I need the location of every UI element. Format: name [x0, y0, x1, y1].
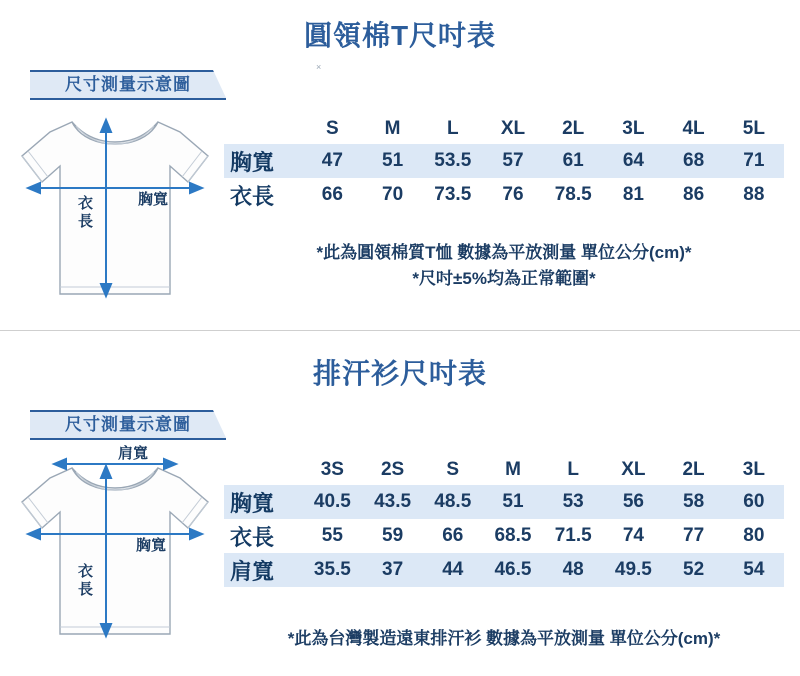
cell-value: 52	[683, 559, 705, 580]
cell-value: 51	[382, 150, 404, 171]
cell-value: 81	[622, 184, 644, 205]
cell-value: 55	[321, 525, 343, 546]
page-title-cotton-tee: 圓領棉T尺吋表	[303, 20, 497, 51]
svg-text:胸寬: 胸寬	[136, 537, 167, 554]
cell-value: 43.5	[374, 491, 412, 512]
column-header	[224, 455, 302, 485]
column-header-m: M	[505, 459, 521, 480]
column-header-3s: 3S	[320, 459, 344, 480]
cell-value: 53	[562, 491, 584, 512]
cell-value: 46.5	[494, 559, 532, 580]
cell-value: 48	[562, 559, 584, 580]
column-header	[224, 114, 302, 144]
cell-value: 51	[502, 491, 524, 512]
svg-text:長: 長	[78, 581, 94, 598]
notes-cotton-tee	[224, 240, 784, 291]
page-title-dryfit: 排汗衫尺吋表	[312, 358, 487, 389]
row-label-shoulder: 肩寬	[230, 558, 275, 584]
cell-value: 73.5	[434, 184, 472, 205]
cell-value: 66	[442, 525, 464, 546]
cell-value: 56	[622, 491, 644, 512]
cell-value: 70	[382, 184, 404, 205]
table-row	[224, 144, 784, 178]
svg-text:肩寬: 肩寬	[118, 445, 149, 462]
column-header-2l: 2L	[562, 118, 585, 139]
column-header-xl: XL	[621, 459, 646, 480]
cell-value: 47	[321, 150, 343, 171]
cell-value: 44	[442, 559, 464, 580]
cell-value: 71.5	[554, 525, 592, 546]
cell-value: 49.5	[614, 559, 652, 580]
cell-value: 59	[382, 525, 404, 546]
size-table-cotton-tee	[224, 114, 784, 212]
banner-corner-shape	[213, 410, 227, 440]
cell-value: 60	[743, 491, 765, 512]
cell-value: 77	[683, 525, 705, 546]
diagram-banner-cotton-tee	[30, 70, 226, 100]
cell-value: 57	[502, 150, 524, 171]
column-header-2l: 2L	[682, 459, 705, 480]
note-line: *此為台灣製造遠東排汗衫 數據為平放測量 單位公分(cm)*	[287, 629, 721, 648]
table-header-row	[224, 114, 784, 144]
column-header-3l: 3L	[742, 459, 765, 480]
cell-value: 74	[622, 525, 644, 546]
cell-value: 35.5	[313, 559, 351, 580]
row-label-chest: 胸寬	[230, 490, 275, 516]
cell-value: 71	[743, 150, 765, 171]
cell-value: 53.5	[434, 150, 472, 171]
cell-value: 78.5	[554, 184, 592, 205]
diagram-banner-label: 尺寸測量示意圖	[65, 415, 191, 434]
column-header-s: S	[326, 118, 339, 139]
column-header-s: S	[446, 459, 460, 480]
shirt-diagram-cotton-tee	[10, 104, 240, 319]
cell-value: 58	[683, 491, 705, 512]
table-header-row	[224, 455, 784, 485]
row-label-length: 衣長	[230, 524, 275, 550]
column-header-l: L	[446, 118, 459, 139]
svg-text:長: 長	[78, 213, 94, 230]
decorative-mark: ×	[316, 62, 322, 72]
column-header-4l: 4L	[682, 118, 705, 139]
shirt-diagram-dryfit	[10, 442, 240, 657]
cell-value: 61	[562, 150, 584, 171]
cell-value: 66	[321, 184, 343, 205]
cell-value: 54	[743, 559, 765, 580]
note-line: *尺吋±5%均為正常範圍*	[412, 268, 596, 288]
banner-corner-shape	[213, 70, 227, 100]
cell-value: 68	[683, 150, 705, 171]
cell-value: 76	[502, 184, 524, 205]
table-row	[224, 178, 784, 212]
svg-text:衣: 衣	[78, 563, 94, 580]
diagram-banner-label: 尺寸測量示意圖	[65, 75, 191, 94]
section-divider	[0, 330, 800, 331]
cell-value: 88	[743, 184, 765, 205]
cell-value: 86	[683, 184, 705, 205]
column-header-3l: 3L	[622, 118, 645, 139]
note-line: *此為圓領棉質T恤 數據為平放測量 單位公分(cm)*	[316, 243, 692, 262]
cell-value: 80	[743, 525, 765, 546]
cell-value: 40.5	[313, 491, 351, 512]
column-header-xl: XL	[500, 118, 526, 139]
cell-value: 64	[622, 150, 644, 171]
table-row	[224, 485, 784, 519]
row-label-chest: 胸寬	[230, 149, 275, 175]
table-row	[224, 553, 784, 587]
row-label-length: 衣長	[230, 183, 275, 209]
cell-value: 37	[382, 559, 404, 580]
svg-text:衣: 衣	[78, 195, 94, 212]
svg-text:胸寬: 胸寬	[138, 191, 169, 208]
notes-dryfit	[224, 626, 784, 652]
column-header-m: M	[384, 118, 401, 139]
table-row	[224, 519, 784, 553]
column-header-2s: 2S	[380, 459, 405, 480]
column-header-l: L	[567, 459, 579, 480]
column-header-5l: 5L	[742, 118, 765, 139]
diagram-banner-dryfit	[30, 410, 226, 440]
cell-value: 68.5	[494, 525, 532, 546]
cell-value: 48.5	[434, 491, 472, 512]
size-table-dryfit	[224, 455, 784, 587]
